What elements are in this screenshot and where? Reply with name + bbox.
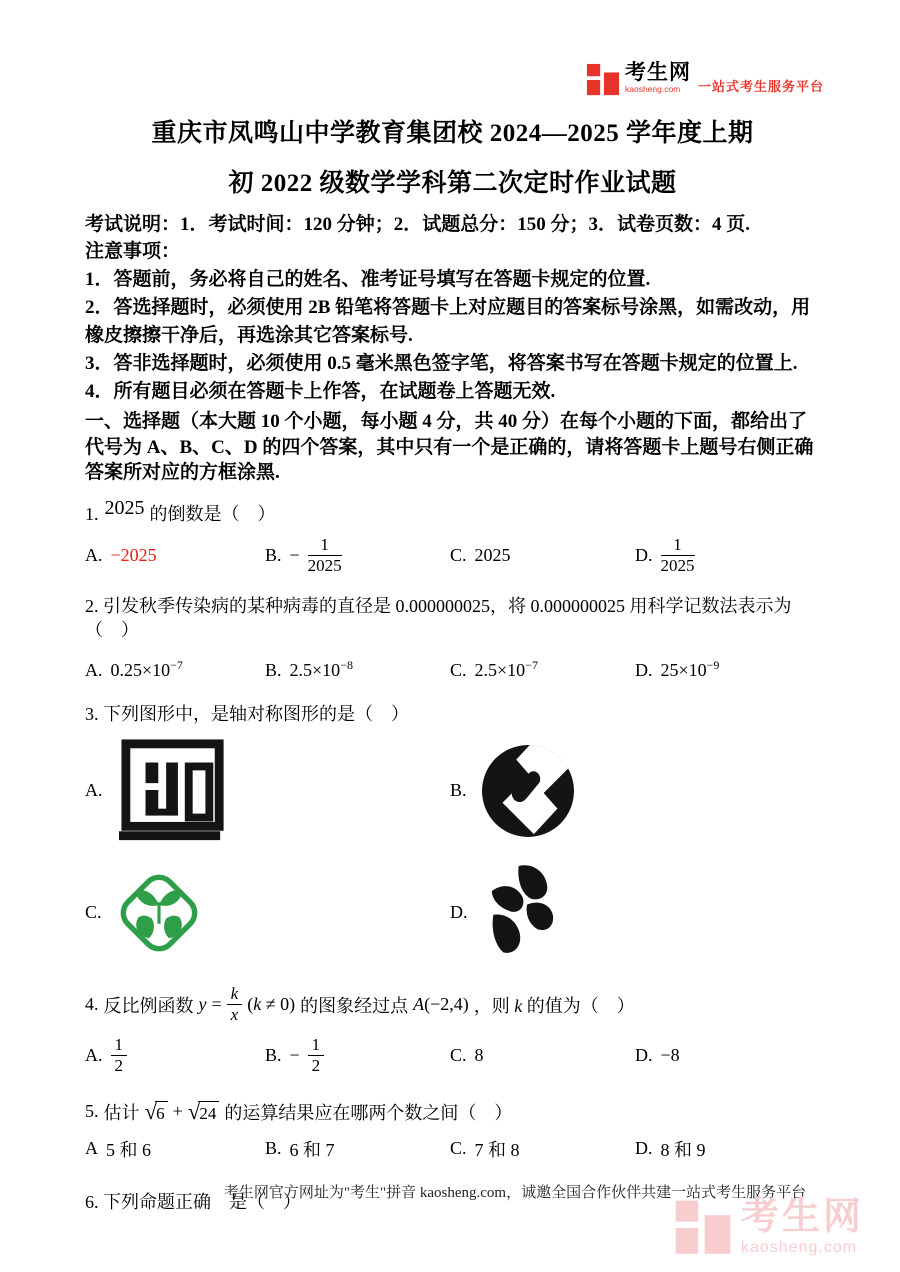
q4-option-b: B. − $\frac{1}{2}$ (265, 1036, 450, 1075)
q1-option-c-value: 2025 (474, 545, 511, 565)
q5-option-b: B. 6 和 7 (265, 1138, 335, 1160)
question-2-options (85, 656, 820, 686)
math-sqrt-24: √ 24 (188, 1100, 220, 1123)
question-5-stem: 5. 估计 √ 6 + √ 24 的运算结果应在哪两个数之间（ ） (85, 1099, 513, 1124)
brand-name: 考生网 (624, 61, 691, 84)
question-1-stem (85, 496, 820, 526)
brand-domain: kaosheng.com (624, 84, 681, 94)
watermark-brand-domain: kaosheng.com (740, 1239, 858, 1256)
q3-option-d (450, 860, 820, 966)
kaosheng-watermark-icon (674, 1198, 732, 1258)
q4-option-a: A. $\frac{1}{2}$ (85, 1036, 265, 1075)
question-3-text: 下列图形中，是轴对称图形的是（ ） (103, 703, 409, 724)
question-5-number: 5. (85, 1101, 99, 1121)
notice-item-3: 3．答非选择题时，必须使用 0.5 毫米黑色签字笔，将答案书写在答题卡规定的位置上. (85, 353, 798, 374)
question-3-stem (85, 702, 820, 726)
hands-sprout-logo-image (114, 868, 204, 958)
notice-item-2: 2．答选择题时，必须使用 2B 铅笔将答题卡上对应题目的答案标号涂黑，如需改动，用橡皮擦擦干净后，再选涂其它答案标号. (85, 297, 811, 346)
q1-option-a-label: A. (85, 545, 103, 565)
q1-option-c-label: C. (450, 545, 467, 565)
question-4 (85, 980, 820, 1080)
q2-option-d: D. $25\times 10^{-9}$ (635, 658, 720, 680)
question-6-number: 6. (85, 1191, 99, 1212)
q2-option-b: B. $2.5\times 10^{-8}$ (265, 658, 353, 680)
q3-option-c (85, 868, 450, 958)
question-4-stem: 4. 反比例函数 y = $\frac{k}{x}$ (k ≠ 0) 的图象经过点 A(−2,4) ，则 k 的值为（ ） (85, 984, 635, 1024)
q2-option-a: A. $0.25\times 10^{-7}$ (85, 658, 183, 680)
question-3-image-row-1 (85, 736, 820, 846)
square-bars-logo-image (115, 736, 233, 846)
q3-option-d-label: D. (450, 902, 468, 922)
question-1-math: 2025 (104, 496, 145, 519)
q5-option-a: A 5 和 6 (85, 1138, 151, 1160)
math-y: y (198, 994, 207, 1014)
exam-info: 考试说明：1．考试时间：120 分钟；2．试题总分：150 分；3．试卷页数：4 页. (85, 214, 751, 235)
q3-option-c-label: C. (85, 902, 102, 922)
question-1-number: 1. (85, 503, 99, 524)
q1-option-c (450, 545, 635, 566)
q3-option-a (85, 736, 450, 846)
q3-option-b (450, 742, 820, 840)
question-3-image-row-2 (85, 860, 820, 966)
q3-option-a-label: A. (85, 780, 103, 800)
math-sqrt-6: √ 6 (145, 1100, 168, 1123)
q1-option-b-label: B. (265, 545, 282, 565)
question-5-options (85, 1136, 820, 1162)
q5-option-c: C. 7 和 8 (450, 1138, 520, 1160)
petal-swirl-logo-image (480, 860, 564, 966)
question-6-text: 下列命题正确 是（ ） (103, 1191, 301, 1212)
q1-option-b-fraction: $\frac{1}{2025}$ (307, 535, 342, 575)
question-2-stem (85, 594, 820, 642)
question-4-number: 4. (85, 994, 99, 1014)
q3-option-b-label: B. (450, 780, 467, 800)
exam-title-line1: 重庆市凤鸣山中学教育集团校 2024—2025 学年度上期 (151, 120, 754, 147)
notice-title: 注意事项： (85, 241, 181, 262)
watermark-brand-name: 考生网 (740, 1196, 864, 1238)
brand-tagline: 一站式考生服务平台 (697, 79, 824, 94)
question-1-options (85, 530, 820, 582)
question-1-text: 的倒数是（ ） (149, 503, 276, 524)
watermark-texts (741, 1198, 864, 1256)
q1-option-a-value: −2025 (110, 545, 157, 565)
q1-option-d-fraction: $\frac{1}{2025}$ (660, 535, 695, 575)
question-5 (85, 1096, 820, 1162)
notice-item-4: 4．所有题目必须在答题卡上作答，在试题卷上答题无效. (85, 381, 556, 402)
q4-option-d: D. −8 (635, 1045, 680, 1065)
math-point-A: A (413, 994, 425, 1014)
question-1 (85, 496, 820, 582)
question-2-text: 引发秋季传染病的某种病毒的直径是 0.000000025，将 0.000000025 用科学记数法表示为（ ） (85, 595, 792, 640)
question-3 (85, 702, 820, 966)
q4-option-c: C. 8 (450, 1045, 484, 1065)
question-2 (85, 594, 820, 686)
brand-header (586, 62, 824, 98)
section-one-heading: 一、选择题（本大题 10 个小题，每小题 4 分，共 40 分）在每个小题的下面，都给出了代号为 A、B、C、D 的四个答案，其中只有一个是正确的，请将答题卡上题号右侧正确答案所对应的方框涂黑. (85, 411, 814, 483)
q1-option-a (85, 545, 265, 566)
q2-option-c: C. $2.5\times 10^{-7}$ (450, 658, 538, 680)
q5-option-d: D. 8 和 9 (635, 1138, 706, 1160)
q4-option-a-fraction: $\frac{1}{2}$ (111, 1036, 128, 1075)
question-2-number: 2. (85, 595, 99, 616)
kaosheng-logo-icon (586, 62, 620, 98)
q1-option-d-label: D. (635, 545, 653, 565)
q1-option-b (265, 536, 450, 575)
brand-texts (625, 62, 691, 94)
notice-item-1: 1．答题前，务必将自己的姓名、准考证号填写在答题卡规定的位置. (85, 269, 651, 290)
question-4-options (85, 1032, 820, 1080)
math-fraction-k-x: $\frac{k}{x}$ (227, 985, 243, 1024)
exam-title-line2: 初 2022 级数学学科第二次定时作业试题 (228, 170, 677, 197)
footer-watermark (674, 1198, 864, 1258)
q1-option-b-sign: − (289, 545, 300, 565)
question-3-number: 3. (85, 703, 99, 724)
brand-mark (586, 62, 691, 98)
footer-text: 考生网官方网址为"考生"拼音 kaosheng.com，诚邀全国合作伙伴共建一站式考生服务平台 (223, 1185, 807, 1201)
q1-option-d (635, 536, 820, 575)
q4-option-b-fraction: $\frac{1}{2}$ (308, 1036, 325, 1075)
circle-hook-logo-image (479, 742, 577, 840)
